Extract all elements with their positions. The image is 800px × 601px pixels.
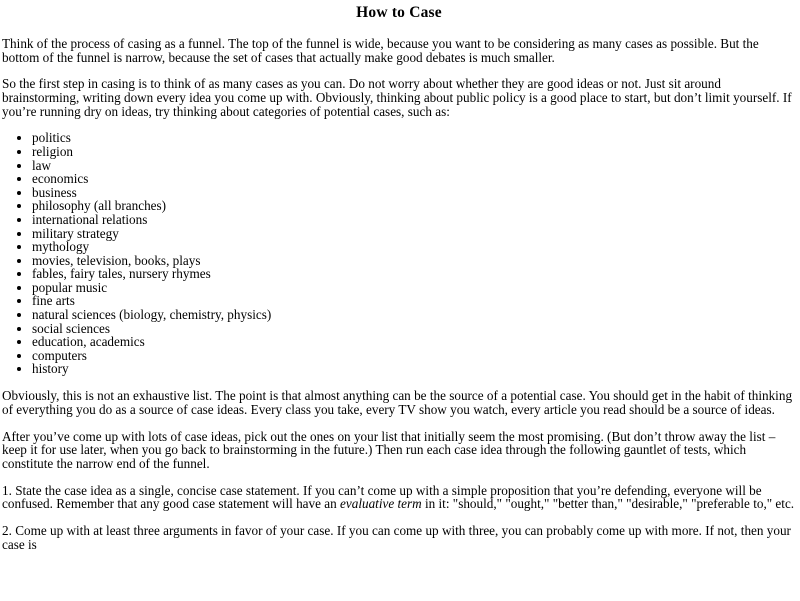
case-category-list — [2, 131, 796, 376]
list-item: • natural sciences (biology, chemistry, physics) — [32, 308, 796, 322]
list-item: • popular music — [32, 281, 796, 295]
numbered-item-1 — [2, 484, 796, 511]
list-item: • social sciences — [32, 322, 796, 336]
list-item: • education, academics — [32, 335, 796, 349]
list-item: • fine arts — [32, 294, 796, 308]
list-item: • law — [32, 159, 796, 173]
paragraph-brainstorming: So the first step in casing is to think of as many cases as you can. Do not worry about whether they are good ideas or not. Just sit around brainstorming, writing down every idea you come up with. Obviously, thinking about public policy is a good place to start, but don’t limit yourself. If you’re running dry on ideas, try thinking about categories of potential cases, such as: — [2, 76, 792, 119]
list-item: • movies, television, books, plays — [32, 254, 796, 268]
page-title: How to Case — [356, 4, 442, 21]
numbered-item-1-emphasis: evaluative term — [340, 496, 422, 512]
list-item: • religion — [32, 145, 796, 159]
list-item: • military strategy — [32, 227, 796, 241]
list-item: • business — [32, 186, 796, 200]
numbered-item-1-text-after: in it: "should," "ought," "better than," "desirable," "preferable to," etc. — [421, 496, 795, 512]
list-item: • mythology — [32, 240, 796, 254]
list-item: • philosophy (all branches) — [32, 199, 796, 213]
list-item: • international relations — [32, 213, 796, 227]
list-item: • computers — [32, 349, 796, 363]
document-page — [0, 3, 800, 551]
list-item: • economics — [32, 172, 796, 186]
list-item: • history — [32, 362, 796, 376]
paragraph-not-exhaustive: Obviously, this is not an exhaustive list. The point is that almost anything can be the source of a potential case. You should get in the habit of thinking of everything you do as a source of case ideas. Every class you take, every TV show you watch, every article you read should be a source of ideas. — [2, 388, 793, 417]
paragraph-gauntlet-intro: After you’ve come up with lots of case ideas, pick out the ones on your list that initially seem the most promising. (But don’t throw away the list – keep it for use later, when you go back to brainstorming in the future.) Then run each case idea through the following gauntlet of tests, which constitute the narrow end of the funnel. — [2, 428, 776, 471]
list-item: • politics — [32, 131, 796, 145]
numbered-item-2: 2. Come up with at least three arguments in favor of your case. If you can come up with three, you can probably come up with more. If not, then your case is — [2, 522, 791, 552]
paragraph-funnel-intro: Think of the process of casing as a funnel. The top of the funnel is wide, because you want to be considering as many cases as possible. But the bottom of the funnel is narrow, because the set of cases that actually make good debates is much smaller. — [2, 36, 759, 65]
list-item: • fables, fairy tales, nursery rhymes — [32, 267, 796, 281]
numbered-item-1-text-before: 1. State the case idea as a single, concise case statement. If you can’t come up with a simple proposition that you’re defending, everyone will be confused. Remember that any good case statement will have an — [2, 482, 762, 512]
